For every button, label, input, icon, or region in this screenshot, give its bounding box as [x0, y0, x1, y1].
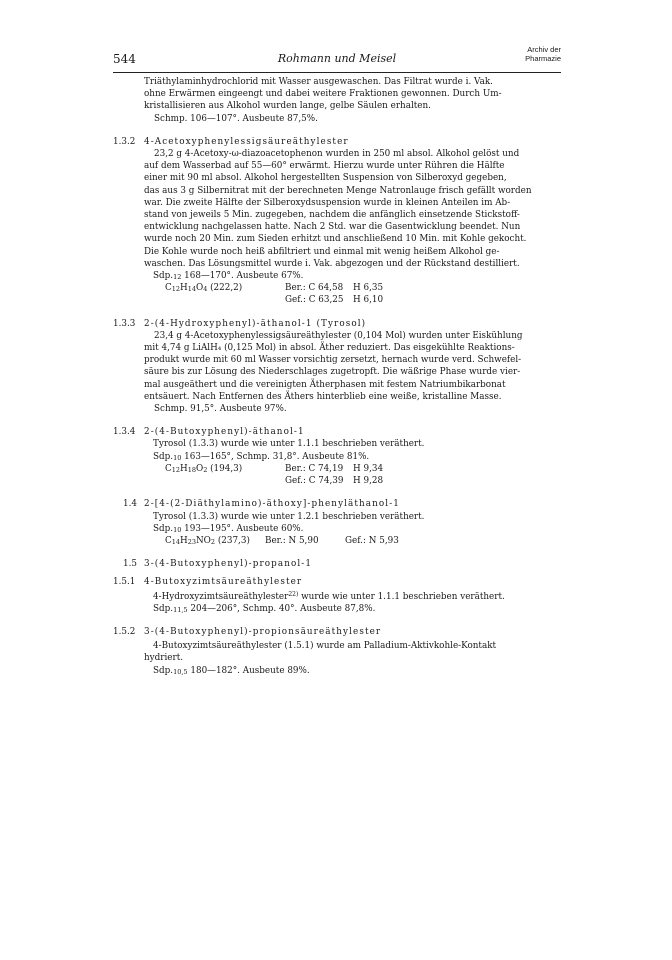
text-line: säure bis zur Lösung des Niederschlages zugetropft. Die wäßrige Phase wurde vier-	[144, 367, 521, 378]
article-body	[113, 76, 561, 677]
section-paragraph	[113, 148, 561, 270]
footnote-ref: 22)	[288, 590, 299, 598]
section-number: 1.5	[123, 559, 137, 570]
text-line: Die Kohle wurde noch heiß abfiltriert und einmal mit wenig heißem Alkohol ge-	[144, 246, 500, 257]
found-h-value: H 9,28	[353, 476, 384, 487]
section-heading-1-5	[113, 558, 561, 570]
text-line: auf dem Wasserbad auf 55—60° erwärmt. Hierzu wurde unter Rühren die Hälfte	[144, 161, 505, 172]
text-line: das aus 3 g Silbernitrat mit der berechneten Menge Natronlauge frisch gefällt worden	[144, 185, 532, 196]
text-line: wurde noch 20 Min. zum Sieden erhitzt und anschließend 10 Min. mit Kohle gekocht.	[144, 234, 527, 245]
found-value: Gef.: C 74,39	[285, 476, 344, 487]
calc-value: Ber.: C 64,58	[285, 283, 344, 294]
text-line: Tyrosol (1.3.3) wurde wie unter 1.1.1 beschrieben veräthert.	[153, 439, 425, 450]
journal-line-1: Archiv der	[527, 45, 561, 54]
header-rule	[113, 72, 561, 73]
journal-name	[525, 46, 561, 63]
section-title: 4-Acetoxyphenylessigsäureäthylester	[144, 136, 349, 147]
section-title: 2-(4-Butoxyphenyl)-äthanol-1	[144, 427, 305, 438]
text-line: kristallisieren aus Alkohol wurden lange, gelbe Säulen erhalten.	[144, 101, 431, 112]
text-line: Triäthylaminhydrochlorid mit Wasser ausgewaschen. Das Filtrat wurde i. Vak.	[144, 77, 493, 87]
page-number: 544	[113, 52, 136, 66]
text-line: stand von jeweils 5 Min. zugegeben, nachdem die anfänglich einsetzende Stickstoff-	[144, 210, 520, 221]
section-title: 3-(4-Butoxyphenyl)-propanol-1	[144, 559, 313, 570]
calc-value: Ber.: N 5,90	[265, 535, 319, 546]
section-number: 1.3.2	[113, 136, 136, 147]
section-heading-1-5-2	[113, 626, 561, 638]
text-line: mal ausgeäthert und die vereinigten Ätherphasen mit festem Natriumbikarbonat	[144, 379, 506, 390]
intro-paragraph	[113, 76, 561, 125]
text-line: war. Die zweite Hälfte der Silberoxydsuspension wurde in kleinen Anteilen im Ab-	[144, 197, 511, 208]
text-line: produkt wurde mit 60 ml Wasser vorsichtig zersetzt, hernach wurde verd. Schwefel-	[144, 355, 522, 366]
boiling-point-line: $Sdp._{10}$ 163—165°, Schmp. 31,8°. Ausbeute 81%.	[153, 451, 370, 462]
molecular-formula: $C_{12}H_{18}O_2$ (194,3)	[165, 463, 243, 474]
text-line: entsäuert. Nach Entfernen des Äthers hinterblieb eine weiße, kristalline Masse.	[144, 391, 502, 402]
calc-h-value: H 6,35	[353, 283, 384, 294]
elemental-analysis	[113, 535, 561, 547]
text-line: einer mit 90 ml absol. Alkohol hergestellten Suspension von Silberoxyd gegeben,	[144, 173, 507, 184]
text-line: 23,2 g 4-Acetoxy-ω-diazoacetophenon wurden in 250 ml absol. Alkohol gelöst und	[154, 149, 520, 160]
result-line: Schmp. 106—107°. Ausbeute 87,5%.	[154, 113, 318, 124]
found-value: Gef.: N 5,93	[345, 535, 399, 546]
section-title: 4-Butoxyzimtsäureäthylester	[144, 577, 303, 588]
boiling-point-line: $Sdp._{10,5}$ 180—182°. Ausbeute 89%.	[153, 665, 310, 676]
text-line: entwicklung nachgelassen hatte. Nach 2 Std. war die Gasentwicklung beendet. Nun	[144, 222, 521, 233]
section-number: 1.4	[123, 499, 137, 510]
text-line: 4-Butoxyzimtsäureäthylester (1.5.1) wurde am Palladium-Aktivkohle-Kontakt	[153, 641, 497, 652]
result-line: Schmp. 91,5°. Ausbeute 97%.	[154, 404, 287, 415]
boiling-point-line: $Sdp._{11,5}$ 204—206°, Schmp. 40°. Ausbeute 87,8%.	[153, 603, 376, 614]
text-line: mit 4,74 g LiAlH₄ (0,125 Mol) in absol. Äther reduziert. Das eisgekühlte Reaktions-	[144, 343, 515, 354]
molecular-formula: $C_{14}H_{23}NO_2$ (237,3)	[165, 535, 250, 546]
boiling-point-line: $Sdp._{12}$ 168—170°. Ausbeute 67%.	[153, 271, 304, 282]
section-number: 1.3.3	[113, 318, 136, 329]
section-number: 1.3.4	[113, 427, 136, 438]
section-title: 3-(4-Butoxyphenyl)-propionsäureäthylester	[144, 626, 382, 637]
section-title: 2-(4-Hydroxyphenyl)-äthanol-1 (Tyrosol)	[144, 318, 367, 329]
calc-value: Ber.: C 74,19	[285, 463, 344, 474]
text-line: hydriert.	[144, 653, 184, 664]
text-line: waschen. Das Lösungsmittel wurde i. Vak. abgezogen und der Rückstand destilliert.	[144, 258, 520, 269]
section-heading-1-3-2	[113, 136, 561, 148]
text-line: 23,4 g 4-Acetoxyphenylessigsäureäthylester (0,104 Mol) wurden unter Eiskühlung	[154, 330, 523, 341]
section-number: 1.5.2	[113, 626, 136, 637]
section-heading-1-5-1	[113, 576, 561, 588]
section-paragraph	[113, 330, 561, 415]
section-heading-1-3-3	[113, 318, 561, 330]
text-line: ohne Erwärmen eingeengt und dabei weitere Fraktionen gewonnen. Durch Um-	[144, 89, 502, 100]
found-value: Gef.: C 63,25	[285, 295, 344, 306]
running-header	[113, 44, 561, 70]
molecular-formula: $C_{12}H_{14}O_4$ (222,2)	[165, 283, 243, 294]
found-h-value: H 6,10	[353, 295, 384, 306]
running-title: Rohmann und Meisel	[277, 52, 397, 65]
section-title: 2-[4-(2-Diäthylamino)-äthoxy]-phenyläthanol-1	[144, 499, 400, 510]
text-line: Tyrosol (1.3.3) wurde wie unter 1.2.1 beschrieben veräthert.	[153, 511, 425, 522]
section-heading-1-4	[113, 498, 561, 510]
elemental-analysis	[113, 463, 561, 487]
boiling-point-line: $Sdp._{10}$ 193—195°. Ausbeute 60%.	[153, 523, 304, 534]
section-number: 1.5.1	[113, 577, 136, 588]
calc-h-value: H 9,34	[353, 463, 384, 474]
elemental-analysis	[113, 282, 561, 306]
journal-line-2: Pharmazie	[525, 53, 561, 63]
text-line: 4-Hydroxyzimtsäureäthylester$^{22)}$ wurde wie unter 1.1.1 beschrieben veräthert.	[153, 590, 505, 602]
section-heading-1-3-4	[113, 426, 561, 438]
